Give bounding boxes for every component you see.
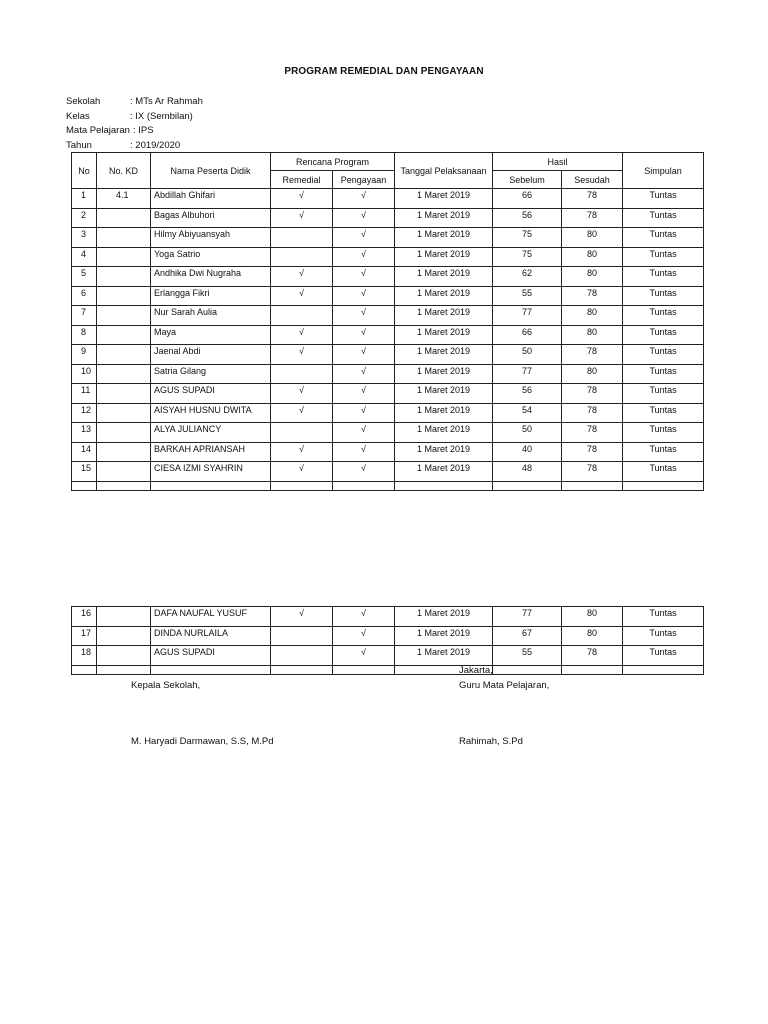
cell-score-before: 48: [493, 462, 562, 482]
empty-cell: [97, 665, 151, 674]
cell-no: 15: [72, 462, 97, 482]
table-row: [72, 189, 704, 209]
cell-score-before: 50: [493, 345, 562, 365]
cell-kd: [97, 267, 151, 287]
cell-name: AISYAH HUSNU DWITA: [151, 403, 271, 423]
cell-pengayaan: √: [333, 345, 395, 365]
cell-no: 17: [72, 626, 97, 646]
cell-no: 14: [72, 442, 97, 462]
cell-kd: [97, 306, 151, 326]
cell-kd: [97, 462, 151, 482]
cell-date: 1 Maret 2019: [395, 189, 493, 209]
cell-conclusion: Tuntas: [623, 228, 704, 248]
cell-no: 3: [72, 228, 97, 248]
empty-cell: [271, 481, 333, 490]
empty-cell: [333, 665, 395, 674]
cell-name: Erlangga Fikri: [151, 286, 271, 306]
teacher-title: Guru Mata Pelajaran,: [459, 680, 550, 691]
cell-kd: [97, 364, 151, 384]
remedial-table: [71, 152, 704, 491]
table-row: [72, 384, 704, 404]
page-title: PROGRAM REMEDIAL DAN PENGAYAAN: [284, 66, 484, 77]
cell-conclusion: Tuntas: [623, 286, 704, 306]
cell-remedial: √: [271, 286, 333, 306]
header-sesudah: Sesudah: [562, 171, 623, 189]
cell-conclusion: Tuntas: [623, 345, 704, 365]
info-label: Sekolah: [66, 96, 101, 107]
cell-remedial: √: [271, 384, 333, 404]
cell-remedial: √: [271, 208, 333, 228]
header-rencana: Rencana Program: [271, 153, 395, 171]
cell-pengayaan: √: [333, 247, 395, 267]
cell-date: 1 Maret 2019: [395, 247, 493, 267]
cell-score-before: 77: [493, 364, 562, 384]
cell-kd: [97, 286, 151, 306]
cell-conclusion: Tuntas: [623, 442, 704, 462]
table-row: [72, 403, 704, 423]
cell-conclusion: Tuntas: [623, 189, 704, 209]
cell-kd: [97, 208, 151, 228]
table-header-row: [72, 153, 704, 171]
cell-conclusion: Tuntas: [623, 403, 704, 423]
cell-kd: 4.1: [97, 189, 151, 209]
cell-kd: [97, 403, 151, 423]
cell-score-after: 80: [562, 626, 623, 646]
cell-date: 1 Maret 2019: [395, 306, 493, 326]
cell-date: 1 Maret 2019: [395, 384, 493, 404]
cell-no: 16: [72, 607, 97, 627]
cell-name: DINDA NURLAILA: [151, 626, 271, 646]
header-sebelum: Sebelum: [493, 171, 562, 189]
empty-cell: [151, 665, 271, 674]
empty-cell: [493, 481, 562, 490]
empty-cell: [623, 481, 704, 490]
cell-score-before: 62: [493, 267, 562, 287]
cell-conclusion: Tuntas: [623, 423, 704, 443]
cell-no: 4: [72, 247, 97, 267]
cell-no: 12: [72, 403, 97, 423]
cell-conclusion: Tuntas: [623, 384, 704, 404]
cell-pengayaan: √: [333, 267, 395, 287]
cell-pengayaan: √: [333, 403, 395, 423]
signature-place: Jakarta,: [459, 665, 493, 676]
cell-score-after: 78: [562, 462, 623, 482]
cell-score-before: 66: [493, 189, 562, 209]
cell-pengayaan: √: [333, 626, 395, 646]
cell-score-before: 77: [493, 607, 562, 627]
cell-score-after: 80: [562, 607, 623, 627]
principal-name: M. Haryadi Darmawan, S.S, M.Pd: [131, 736, 274, 747]
cell-score-after: 78: [562, 189, 623, 209]
cell-score-before: 67: [493, 626, 562, 646]
cell-remedial: √: [271, 462, 333, 482]
header-kd: No. KD: [97, 153, 151, 189]
cell-conclusion: Tuntas: [623, 364, 704, 384]
cell-conclusion: Tuntas: [623, 247, 704, 267]
cell-kd: [97, 247, 151, 267]
teacher-name: Rahimah, S.Pd: [459, 736, 523, 747]
cell-remedial: [271, 423, 333, 443]
table-row: [72, 423, 704, 443]
cell-score-before: 55: [493, 286, 562, 306]
cell-no: 9: [72, 345, 97, 365]
cell-score-before: 55: [493, 646, 562, 666]
cell-date: 1 Maret 2019: [395, 364, 493, 384]
cell-score-after: 80: [562, 306, 623, 326]
table-row: [72, 442, 704, 462]
cell-score-before: 66: [493, 325, 562, 345]
header-nama: Nama Peserta Didik: [151, 153, 271, 189]
table-row: [72, 462, 704, 482]
table-end-row: [72, 481, 704, 490]
table-row: [72, 228, 704, 248]
cell-score-before: 75: [493, 228, 562, 248]
cell-remedial: √: [271, 607, 333, 627]
cell-remedial: [271, 247, 333, 267]
cell-pengayaan: √: [333, 306, 395, 326]
empty-cell: [72, 481, 97, 490]
cell-kd: [97, 646, 151, 666]
cell-pengayaan: √: [333, 646, 395, 666]
table-row: [72, 208, 704, 228]
cell-conclusion: Tuntas: [623, 607, 704, 627]
cell-kd: [97, 607, 151, 627]
cell-conclusion: Tuntas: [623, 267, 704, 287]
cell-date: 1 Maret 2019: [395, 325, 493, 345]
remedial-table-continued: [71, 606, 704, 675]
cell-score-before: 54: [493, 403, 562, 423]
cell-score-before: 77: [493, 306, 562, 326]
empty-cell: [562, 481, 623, 490]
info-value: : IX (Sembilan): [130, 110, 193, 125]
cell-no: 18: [72, 646, 97, 666]
cell-name: Hilmy Abiyuansyah: [151, 228, 271, 248]
cell-conclusion: Tuntas: [623, 626, 704, 646]
cell-score-before: 56: [493, 384, 562, 404]
cell-date: 1 Maret 2019: [395, 423, 493, 443]
cell-kd: [97, 345, 151, 365]
principal-title: Kepala Sekolah,: [131, 680, 201, 691]
header-remedial: Remedial: [271, 171, 333, 189]
empty-cell: [271, 665, 333, 674]
cell-pengayaan: √: [333, 423, 395, 443]
table-row: [72, 364, 704, 384]
cell-score-after: 78: [562, 442, 623, 462]
table-row: [72, 626, 704, 646]
cell-kd: [97, 325, 151, 345]
cell-remedial: √: [271, 403, 333, 423]
cell-score-after: 78: [562, 208, 623, 228]
cell-date: 1 Maret 2019: [395, 286, 493, 306]
table-row: [72, 267, 704, 287]
info-value: : 2019/2020: [130, 139, 180, 154]
cell-kd: [97, 442, 151, 462]
cell-conclusion: Tuntas: [623, 462, 704, 482]
cell-date: 1 Maret 2019: [395, 462, 493, 482]
empty-cell: [97, 481, 151, 490]
cell-name: Jaenal Abdi: [151, 345, 271, 365]
cell-remedial: [271, 626, 333, 646]
table-row: [72, 345, 704, 365]
table-body: [72, 607, 704, 675]
cell-score-before: 50: [493, 423, 562, 443]
table-end-row: [72, 665, 704, 674]
cell-no: 1: [72, 189, 97, 209]
cell-date: 1 Maret 2019: [395, 442, 493, 462]
cell-score-after: 78: [562, 384, 623, 404]
cell-date: 1 Maret 2019: [395, 626, 493, 646]
cell-remedial: √: [271, 267, 333, 287]
info-label: Kelas: [66, 110, 90, 122]
cell-conclusion: Tuntas: [623, 208, 704, 228]
cell-score-after: 80: [562, 364, 623, 384]
cell-name: Yoga Satrio: [151, 247, 271, 267]
info-value: : MTs Ar Rahmah: [130, 95, 203, 110]
cell-pengayaan: √: [333, 364, 395, 384]
cell-score-after: 78: [562, 345, 623, 365]
header-hasil: Hasil: [493, 153, 623, 171]
info-label: Mata Pelajaran: [66, 125, 130, 136]
cell-date: 1 Maret 2019: [395, 228, 493, 248]
cell-no: 7: [72, 306, 97, 326]
table-row: [72, 646, 704, 666]
cell-name: Andhika Dwi Nugraha: [151, 267, 271, 287]
cell-pengayaan: √: [333, 607, 395, 627]
header-simpulan: Simpulan: [623, 153, 704, 189]
cell-no: 11: [72, 384, 97, 404]
cell-score-after: 80: [562, 247, 623, 267]
table-row: [72, 286, 704, 306]
cell-name: Bagas Albuhori: [151, 208, 271, 228]
cell-name: AGUS SUPADI: [151, 646, 271, 666]
cell-name: CIESA IZMI SYAHRIN: [151, 462, 271, 482]
cell-no: 10: [72, 364, 97, 384]
cell-remedial: √: [271, 189, 333, 209]
cell-kd: [97, 423, 151, 443]
empty-cell: [151, 481, 271, 490]
cell-name: Maya: [151, 325, 271, 345]
table-row: [72, 325, 704, 345]
empty-cell: [623, 665, 704, 674]
cell-date: 1 Maret 2019: [395, 267, 493, 287]
empty-cell: [333, 481, 395, 490]
header-pengayaan: Pengayaan: [333, 171, 395, 189]
cell-pengayaan: √: [333, 462, 395, 482]
cell-kd: [97, 384, 151, 404]
cell-pengayaan: √: [333, 189, 395, 209]
table-row: [72, 247, 704, 267]
cell-score-after: 78: [562, 646, 623, 666]
cell-remedial: √: [271, 345, 333, 365]
cell-remedial: [271, 364, 333, 384]
cell-name: BARKAH APRIANSAH: [151, 442, 271, 462]
empty-cell: [72, 665, 97, 674]
cell-remedial: [271, 228, 333, 248]
cell-date: 1 Maret 2019: [395, 403, 493, 423]
cell-score-before: 75: [493, 247, 562, 267]
table-row: [72, 607, 704, 627]
header-tanggal: Tanggal Pelaksanaan: [395, 153, 493, 189]
info-value: : IPS: [133, 124, 154, 139]
cell-score-after: 78: [562, 286, 623, 306]
empty-cell: [395, 481, 493, 490]
cell-name: AGUS SUPADI: [151, 384, 271, 404]
cell-score-after: 80: [562, 325, 623, 345]
cell-remedial: √: [271, 442, 333, 462]
cell-name: ALYA JULIANCY: [151, 423, 271, 443]
cell-name: Nur Sarah Aulia: [151, 306, 271, 326]
cell-conclusion: Tuntas: [623, 325, 704, 345]
empty-cell: [493, 665, 562, 674]
cell-remedial: [271, 646, 333, 666]
header-no: No: [72, 153, 97, 189]
cell-date: 1 Maret 2019: [395, 345, 493, 365]
cell-name: Satria Gilang: [151, 364, 271, 384]
cell-pengayaan: √: [333, 384, 395, 404]
cell-score-after: 80: [562, 228, 623, 248]
cell-score-after: 80: [562, 267, 623, 287]
cell-date: 1 Maret 2019: [395, 646, 493, 666]
cell-conclusion: Tuntas: [623, 306, 704, 326]
cell-pengayaan: √: [333, 286, 395, 306]
cell-no: 8: [72, 325, 97, 345]
empty-cell: [562, 665, 623, 674]
cell-name: DAFA NAUFAL YUSUF: [151, 607, 271, 627]
cell-no: 13: [72, 423, 97, 443]
cell-no: 6: [72, 286, 97, 306]
cell-no: 2: [72, 208, 97, 228]
cell-score-after: 78: [562, 403, 623, 423]
cell-name: Abdillah Ghifari: [151, 189, 271, 209]
cell-conclusion: Tuntas: [623, 646, 704, 666]
cell-pengayaan: √: [333, 208, 395, 228]
cell-date: 1 Maret 2019: [395, 607, 493, 627]
cell-score-after: 78: [562, 423, 623, 443]
cell-date: 1 Maret 2019: [395, 208, 493, 228]
cell-pengayaan: √: [333, 442, 395, 462]
cell-kd: [97, 626, 151, 646]
table-body: [72, 189, 704, 491]
cell-remedial: [271, 306, 333, 326]
table-row: [72, 306, 704, 326]
cell-no: 5: [72, 267, 97, 287]
cell-pengayaan: √: [333, 325, 395, 345]
cell-kd: [97, 228, 151, 248]
cell-remedial: √: [271, 325, 333, 345]
info-label: Tahun: [66, 139, 92, 151]
cell-score-before: 56: [493, 208, 562, 228]
cell-score-before: 40: [493, 442, 562, 462]
cell-pengayaan: √: [333, 228, 395, 248]
